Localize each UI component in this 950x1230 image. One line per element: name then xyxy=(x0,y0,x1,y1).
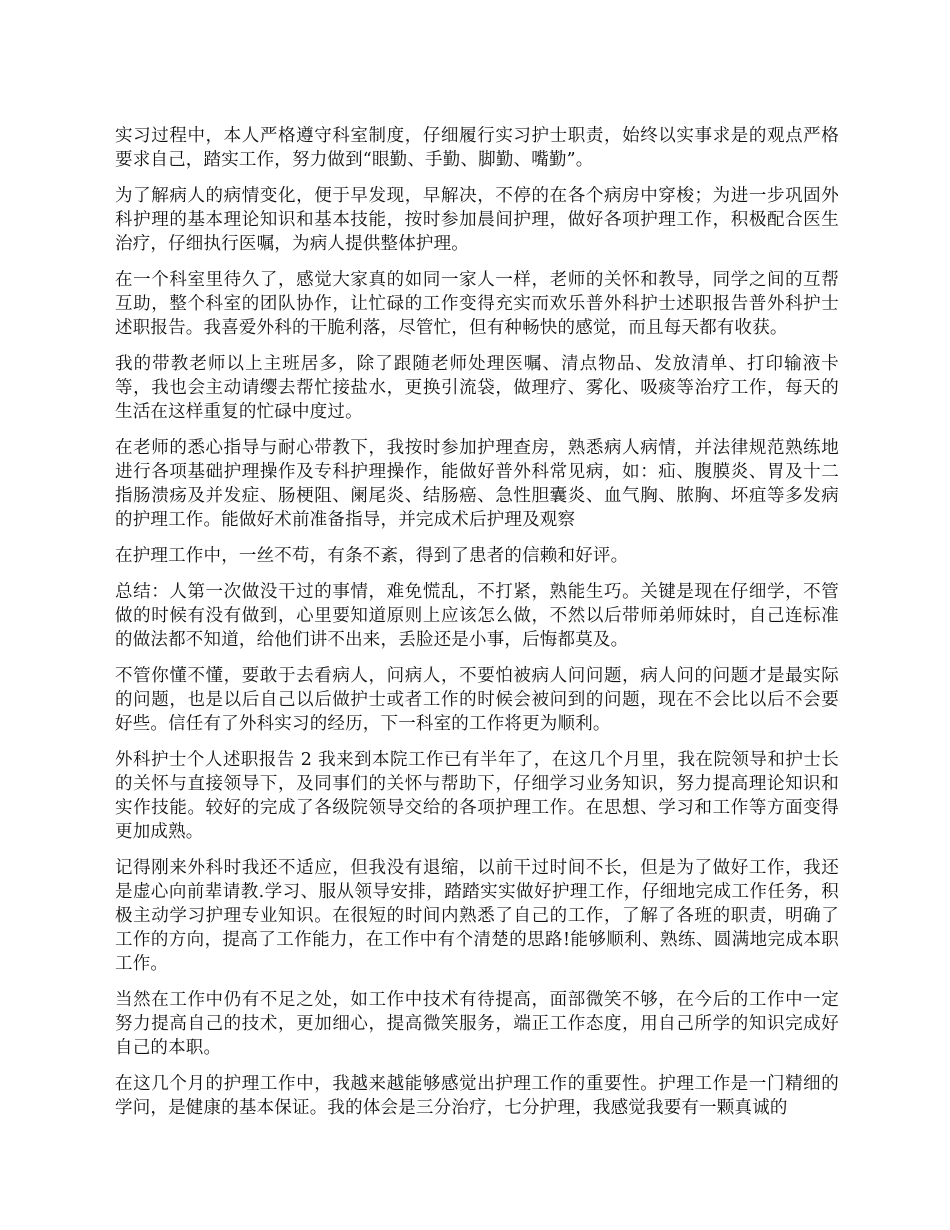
paragraph-2: 为了解病人的病情变化，便于早发现，早解决，不停的在各个病房中穿梭；为进一步巩固外科护理的基本理论知识和基本技能，按时参加晨间护理，做好各项护理工作，积极配合医生治疗，仔细执行医嘱，为病人提供整体护理。 xyxy=(115,186,839,254)
paragraph-8: 不管你懂不懂，要敢于去看病人，问病人，不要怕被病人问问题，病人问的问题才是最实际的问题，也是以后自己以后做护士或者工作的时候会被问到的问题，现在不会比以后不会要好些。信任有了外科实习的经历，下一科室的工作将更为顺利。 xyxy=(115,666,839,734)
paragraph-10: 记得刚来外科时我还不适应，但我没有退缩，以前干过时间不长，但是为了做好工作，我还是虚心向前辈请教.学习、服从领导安排，踏踏实实做好护理工作，仔细地完成工作任务，积极主动学习护理专业知识。在很短的时间内熟悉了自己的工作，了解了各班的职责，明确了工作的方向，提高了工作能力，在工作中有个清楚的思路!能够顺利、熟练、圆满地完成本职工作。 xyxy=(115,858,839,974)
paragraph-5: 在老师的悉心指导与耐心带教下，我按时参加护理查房，熟悉病人病情，并法律规范熟练地进行各项基础护理操作及专科护理操作，能做好普外科常见病，如：疝、腹膜炎、胃及十二指肠溃疡及并发症、肠梗阻、阑尾炎、结肠癌、急性胆囊炎、血气胸、脓胸、坏疽等多发病的护理工作。能做好术前准备指导，并完成术后护理及观察 xyxy=(115,438,839,530)
paragraph-1: 实习过程中，本人严格遵守科室制度，仔细履行实习护士职责，始终以实事求是的观点严格要求自己，踏实工作，努力做到“眼勤、手勤、脚勤、嘴勤”。 xyxy=(115,126,839,170)
paragraph-7: 总结：人第一次做没干过的事情，难免慌乱，不打紧，熟能生巧。关键是现在仔细学，不管做的时候有没有做到，心里要知道原则上应该怎么做，不然以后带师弟师妹时，自己连标准的做法都不知道，给他们讲不出来，丢脸还是小事，后悔都莫及。 xyxy=(115,582,839,650)
paragraph-9: 外科护士个人述职报告 2 我来到本院工作已有半年了，在这几个月里，我在院领导和护士长的关怀与直接领导下，及同事们的关怀与帮助下，仔细学习业务知识，努力提高理论知识和实作技能。较好的完成了各级院领导交给的各项护理工作。在思想、学习和工作等方面变得更加成熟。 xyxy=(115,750,839,842)
document-page xyxy=(115,124,839,1132)
paragraph-11: 当然在工作中仍有不足之处，如工作中技术有待提高，面部微笑不够，在今后的工作中一定努力提高自己的技术，更加细心，提高微笑服务，端正工作态度，用自己所学的知识完成好自己的本职。 xyxy=(115,990,839,1058)
paragraph-3: 在一个科室里待久了，感觉大家真的如同一家人一样，老师的关怀和教导，同学之间的互帮互助，整个科室的团队协作，让忙碌的工作变得充实而欢乐普外科护士述职报告普外科护士述职报告。我喜爱外科的干脆利落，尽管忙，但有种畅快的感觉，而且每天都有收获。 xyxy=(115,270,839,338)
paragraph-4: 我的带教老师以上主班居多，除了跟随老师处理医嘱、清点物品、发放清单、打印输液卡等，我也会主动请缨去帮忙接盐水，更换引流袋，做理疗、雾化、吸痰等治疗工作，每天的生活在这样重复的忙碌中度过。 xyxy=(115,354,839,422)
paragraph-12: 在这几个月的护理工作中，我越来越能够感觉出护理工作的重要性。护理工作是一门精细的学问，是健康的基本保证。我的体会是三分治疗，七分护理，我感觉我要有一颗真诚的 xyxy=(115,1074,839,1118)
paragraph-6: 在护理工作中，一丝不苟，有条不紊，得到了患者的信赖和好评。 xyxy=(115,546,629,566)
